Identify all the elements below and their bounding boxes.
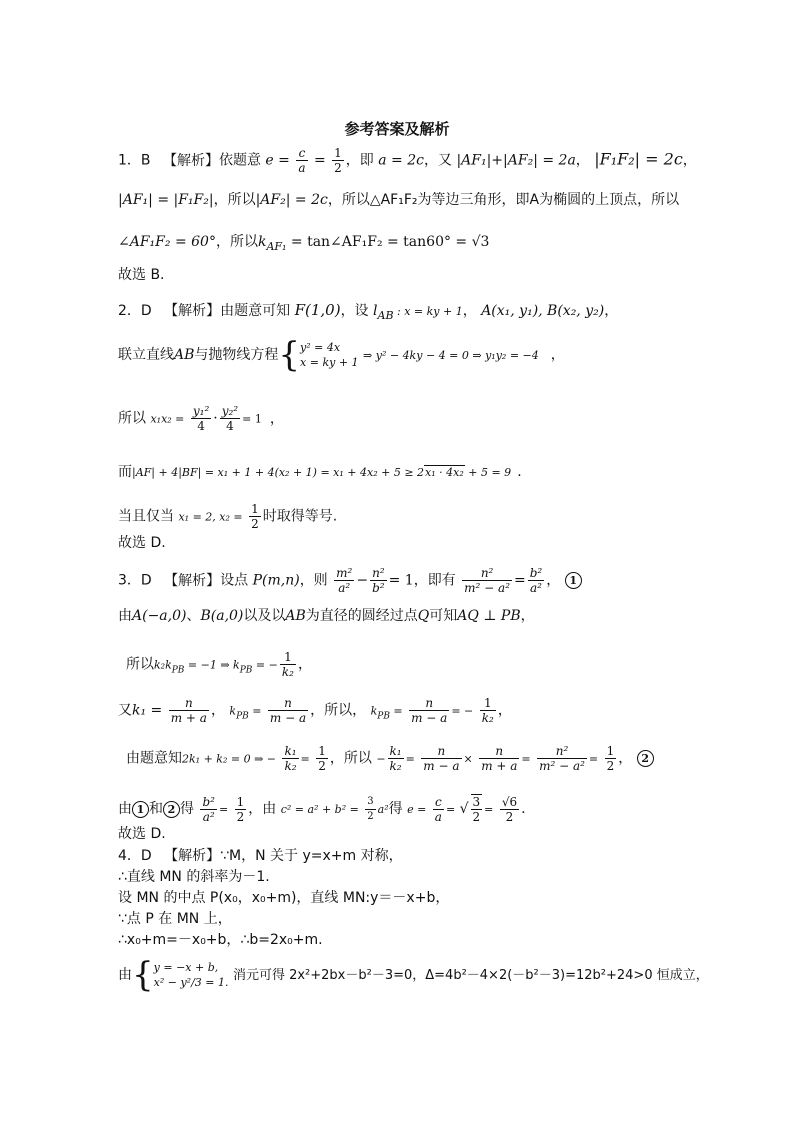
q4-line-6: [118, 955, 709, 995]
q3-formula: =: [521, 752, 531, 766]
frac-num: c: [433, 795, 444, 810]
frac-num: 1: [334, 146, 342, 160]
q3-formula: k₂k: [154, 658, 172, 672]
frac-num: y₁²: [192, 404, 210, 418]
frac-den: a²: [338, 581, 351, 595]
q3-subscript: PB: [377, 711, 390, 722]
q2-sqrt: x₁ · 4x₂: [425, 466, 464, 479]
q4-line-2: ∴直线 MN 的斜率为－1.: [118, 869, 270, 885]
q3-frac-n-mpa-2: [479, 744, 519, 773]
q2-formula: + 5 = 9: [464, 466, 512, 479]
q3-formula: =: [389, 704, 403, 718]
q3-text: ，: [618, 750, 633, 767]
q1-text: ，所以: [215, 234, 258, 250]
q1-text: ，所以: [213, 192, 256, 208]
q3-frac-half: [316, 744, 328, 773]
q3-frac-3-2: [365, 795, 375, 824]
frac-den: 2: [505, 809, 514, 824]
q2-system-eq: y² = 4x: [300, 341, 341, 354]
q2-formula: AB: [174, 347, 195, 363]
q4-text: 由: [118, 967, 132, 983]
q3-text: ，所以，: [310, 702, 367, 719]
q3-text: 、: [186, 608, 201, 624]
frac-den: a: [298, 161, 306, 175]
q2-system-eq: x = ky + 1: [300, 356, 359, 369]
frac-den: a²: [202, 809, 215, 824]
frac-num: 1: [318, 744, 326, 758]
q2-label: 2．D: [118, 303, 152, 319]
q3-frac-n-mma-2: [409, 696, 449, 725]
frac-den: 4: [226, 419, 234, 433]
q3-frac-k1k2-b: [388, 744, 404, 773]
q2-formula: |AF| + 4|BF| = x₁ + 1 + 4(x₂ + 1) = x₁ + 4x₂ + 5 ≥ 2: [132, 466, 425, 479]
frac-den: k₂: [281, 665, 294, 679]
q4-line-4: ∵点 P 在 MN 上，: [118, 911, 232, 927]
q3-text: ，由: [248, 801, 277, 817]
q1-text: 依题意: [218, 152, 261, 169]
q4-tag: 【解析】: [164, 848, 221, 864]
frac-num: n: [169, 696, 209, 711]
q3-formula: .: [521, 801, 526, 817]
q1-formula: |AF₁| = |F₁F₂|: [118, 192, 214, 208]
q3-formula: ×: [463, 752, 473, 766]
q4-line-3: 设 MN 的中点 P(x₀，x₀+m)，直线 MN:y＝－x+b，: [118, 890, 450, 906]
q3-frac-n-mma: [268, 696, 308, 725]
q3-text: ，: [210, 702, 225, 719]
q1-line-3: [118, 232, 489, 257]
frac-num: n: [421, 744, 461, 759]
q3-text: 又: [118, 702, 132, 719]
q2-text: 与抛物线方程: [194, 347, 279, 363]
q3-text: 设点: [220, 572, 249, 589]
q2-answer: 故选 D.: [118, 535, 166, 551]
q1-text: ，所以△AF₁F₂为等边三角形，即A为椭圆的上顶点，所以: [327, 192, 680, 208]
frac-den: m − a: [411, 711, 448, 725]
frac-den: m − a: [269, 711, 307, 725]
frac-num: 1: [251, 502, 259, 516]
frac-num: m²: [336, 566, 353, 580]
q2-brace: {: [278, 335, 301, 375]
q3-frac-n-mma-3: [421, 744, 461, 773]
q3-subscript: PB: [236, 711, 249, 722]
frac-num: √6: [501, 794, 518, 809]
q2-text: 时取得等号.: [262, 508, 338, 525]
q2-frac-half: [249, 502, 261, 531]
q4-line-1: [118, 846, 403, 866]
q2-formula: x₁ = 2, x₂ =: [178, 510, 243, 524]
q3-line-1: 3．D 【解析】设点 P(m,n)，则 $\frac{\text{m²}}{\text{a²}}$ − $\frac{\text{n²}}{\text{b²}}$ = 1，即有 $\frac{\text{n²}}{\text{m² − a²}}$ = $\frac{\text{b²}}{\text{a²}}$ ， 1: [118, 566, 582, 595]
q3-answer: 故选 D.: [118, 826, 166, 842]
q3-frac-b2a2-b: [200, 795, 217, 824]
q2-text: ，: [604, 303, 619, 319]
q4-text: ∵M，N 关于 y=x+m 对称，: [220, 848, 403, 864]
q2-formula: F(1,0): [294, 301, 341, 319]
circled-one-marker: 1: [565, 572, 582, 589]
q2-text: ，: [269, 410, 284, 427]
frac-num: 1: [280, 650, 296, 665]
q4-line-5: ∴x₀+m=－x₀+b，∴b=2x₀+m.: [118, 932, 323, 948]
q3-frac-b2a2: [528, 566, 545, 595]
q1-subscript: AF₁: [266, 239, 287, 253]
q3-formula: e =: [407, 803, 427, 816]
q3-text: ，则: [299, 572, 328, 589]
q2-frac-y1: [191, 404, 211, 433]
circled-one-marker: 1: [132, 801, 149, 818]
q3-subscript: PB: [171, 665, 185, 676]
q2-text: 而: [118, 464, 132, 480]
q3-frac-n2b2: [370, 566, 387, 595]
q4-text: 消元可得 2x²+2bx－b²－3=0，Δ=4b²－4×2(－b²－3)=12b²+24>0 恒成立，: [232, 968, 709, 983]
q3-text: ，: [546, 572, 561, 589]
q3-text: ，: [297, 656, 312, 673]
q3-formula: −: [376, 752, 386, 766]
q3-formula: =: [588, 752, 599, 766]
q3-text: 由: [118, 801, 132, 817]
circled-two-marker: 2: [637, 750, 654, 767]
q4-system: [154, 960, 229, 990]
q2-formula: = 1: [242, 412, 262, 426]
q3-text: ，: [497, 702, 512, 719]
q3-frac-k1k2: [282, 744, 298, 773]
q3-subscript: PB: [239, 665, 253, 676]
q1-formula: k: [257, 234, 267, 250]
frac-num: n: [479, 744, 519, 759]
frac-num: 3: [365, 795, 375, 810]
q3-formula: = −: [252, 658, 278, 672]
q2-text: 联立直线: [118, 347, 174, 363]
q3-frac-n-mpa: [169, 696, 209, 725]
q3-line-2: [118, 606, 535, 626]
q3-text: ，即有: [413, 572, 456, 589]
frac-num: 3: [472, 795, 481, 809]
frac-num: n: [268, 696, 308, 711]
q2-line-3: 所以 x₁x₂ = $\frac{\text{y₁²}}{4}$ · $\frac{\text{y₂²}}{4}$ = 1 ，: [118, 404, 284, 433]
q3-text: 可知: [429, 608, 458, 624]
q2-line-4: [118, 462, 522, 483]
q2-line-5: [118, 502, 337, 531]
q1-formula: a = 2c: [378, 152, 424, 169]
q2-text: 当且仅当: [118, 508, 174, 525]
q3-frac-1k2-b: [480, 696, 496, 725]
frac-den: 4: [197, 419, 205, 433]
frac-num: y₂²: [221, 404, 239, 418]
q1-formula: |AF₂| = 2c: [255, 192, 328, 208]
frac-den: k₂: [481, 711, 494, 725]
q2-tag: 【解析】: [164, 303, 221, 319]
q1-text: ，又: [423, 152, 452, 169]
q3-tag: 【解析】: [164, 572, 221, 589]
q1-line-1: 1．B 【解析】依题意 e = $\frac{c}{a}$ = $\frac{1}{2}$ ，即 a = 2c，又 |AF₁|+|AF₂| = 2a， |F₁F₂| = 2c，: [118, 146, 697, 175]
q3-line-6: 由 1 和 2 得 $\frac{\text{b²}}{\text{a²}}$ = $\frac{1}{2}$ ，由 c² = a² + b² = $\frac{3}{2}$ a²得 e = $\frac{c}{a}$ = √ $\frac{3}{2}$ = $\frac{√6}{2}$ .: [118, 794, 526, 824]
q2-formula: A(x₁, y₁), B(x₂, y₂): [481, 303, 605, 319]
q3-formula: =: [218, 803, 229, 816]
q3-text: ，: [520, 608, 535, 624]
frac-den: 2: [236, 809, 245, 824]
frac-num: k₁: [389, 744, 402, 758]
q2-line-2: [118, 335, 565, 375]
q3-formula: = −1 ⇒ k: [184, 658, 240, 672]
q2-formula: l: [373, 303, 378, 319]
q3-formula: =: [484, 803, 494, 816]
q3-text: 得: [180, 801, 194, 817]
q4-label: 4．D: [118, 848, 152, 864]
q1-text: ，即: [345, 152, 374, 169]
frac-den: k₂: [284, 759, 297, 773]
q3-frac-c-a: [433, 795, 444, 824]
q3-text: 为直径的圆经过点: [305, 608, 418, 624]
q2-formula: ⇒ y² − 4ky − 4 = 0 ⇒ y₁y₂ = −4: [363, 349, 539, 362]
q1-formula: |AF₁|+|AF₂| = 2a: [456, 152, 576, 169]
q3-line-3: [126, 650, 312, 680]
frac-num: b²: [529, 566, 543, 580]
q1-formula: |F₁F₂| = 2c: [594, 149, 683, 169]
q1-text: ，: [682, 152, 697, 169]
frac-den: 2: [251, 517, 259, 531]
q2-frac-y2: [220, 404, 240, 433]
q1-answer: 故选 B.: [118, 267, 165, 283]
q3-line-5: [126, 744, 654, 773]
q3-formula: B(a,0): [200, 608, 244, 624]
q1-formula: = tan∠AF₁F₂ = tan60° = √3: [286, 234, 490, 250]
q3-formula: =: [248, 704, 262, 718]
q4-brace: {: [132, 955, 154, 995]
q3-frac-sqrt-3-2: [471, 794, 483, 824]
q1-text: ，: [575, 152, 590, 169]
q3-formula: =: [405, 752, 415, 766]
q3-formula: a²: [377, 803, 389, 816]
q2-system: [300, 340, 359, 370]
q3-text: 以及以: [243, 608, 286, 624]
frac-num: n²: [462, 566, 512, 581]
q3-formula: Q: [417, 608, 430, 624]
q2-text: .: [517, 464, 522, 480]
q3-formula: = −: [451, 704, 474, 718]
q3-text: 得: [388, 801, 403, 817]
q4-system-eq: x² − y²/3 = 1.: [153, 976, 229, 989]
q3-formula: AB: [285, 608, 306, 624]
q3-text: ，所以: [329, 750, 372, 767]
q3-text: 所以: [126, 656, 154, 673]
frac-den: m + a: [170, 711, 207, 725]
q3-frac-half-b: [605, 744, 617, 773]
frac-den: 2: [334, 161, 342, 175]
q2-text: 由题意可知: [220, 303, 291, 319]
q2-formula: : x = ky + 1: [393, 305, 463, 318]
q3-text: 和: [149, 801, 163, 817]
q1-formula: ∠AF₁F₂ = 60°: [118, 234, 216, 250]
q2-text: ，设: [340, 303, 369, 319]
frac-den: a: [434, 809, 442, 824]
q3-text: 由题意知: [126, 750, 182, 767]
q3-formula: k₁ =: [132, 702, 163, 719]
frac-den: m² − a²: [539, 759, 585, 773]
q3-formula: k: [229, 704, 237, 718]
frac-den: 2: [318, 759, 326, 773]
q3-frac-sqrt6-2: [500, 795, 519, 824]
q2-text: ，: [550, 347, 565, 363]
frac-num: 1: [236, 794, 245, 809]
frac-num: n²: [372, 566, 385, 580]
frac-den: b²: [372, 581, 385, 595]
q3-formula: c² = a² + b² =: [280, 803, 359, 816]
frac-den: 2: [606, 759, 615, 773]
q2-text: ，: [462, 303, 477, 319]
q2-subscript: AB: [377, 308, 394, 322]
q3-formula: =: [445, 803, 456, 816]
frac-num: n²: [537, 744, 587, 759]
q2-text: 所以: [118, 410, 146, 427]
frac-den: 2: [472, 810, 481, 824]
frac-num: b²: [202, 794, 215, 809]
frac-den: m² − a²: [464, 581, 511, 595]
page-title: 参考答案及解析: [344, 120, 450, 138]
frac-den: m + a: [481, 759, 518, 773]
q2-formula: x₁x₂ =: [150, 412, 185, 426]
q3-label: 3．D: [118, 572, 152, 589]
q1-frac-1-2: [332, 146, 344, 175]
q3-frac-half-c: [235, 795, 247, 824]
frac-num: c: [296, 146, 307, 161]
q3-formula: k: [370, 704, 378, 718]
q3-text: 由: [118, 608, 132, 624]
frac-den: a²: [530, 581, 542, 595]
q3-formula: =: [300, 752, 310, 766]
q3-formula: AQ ⊥ PB: [457, 608, 521, 624]
frac-den: k₂: [389, 759, 402, 773]
frac-num: 1: [480, 696, 496, 711]
q3-frac-m2a2: [334, 566, 354, 595]
q3-formula: A(−a,0): [132, 608, 187, 624]
q3-frac-1k2: [280, 650, 296, 679]
frac-num: n: [409, 696, 449, 711]
q1-label: 1．B: [118, 152, 151, 169]
q3-frac-n2: [462, 566, 512, 595]
q1-line-2: [118, 190, 679, 210]
circled-two-marker: 2: [163, 801, 180, 818]
q3-line-4: [118, 696, 512, 726]
q1-frac-c-a: [296, 146, 307, 175]
q1-tag: 【解析】: [162, 152, 219, 169]
frac-num: 1: [606, 744, 615, 758]
q3-formula: 2k₁ + k₂ = 0 ⇒ −: [182, 752, 276, 766]
q2-line-1: [118, 300, 618, 326]
frac-num: k₁: [284, 744, 297, 758]
q4-system-eq: y = −x + b,: [153, 961, 219, 974]
q3-frac-n2-m2a2: [537, 744, 587, 773]
frac-den: m − a: [423, 759, 460, 773]
q3-formula: P(m,n): [252, 572, 300, 589]
frac-den: 2: [367, 810, 374, 822]
